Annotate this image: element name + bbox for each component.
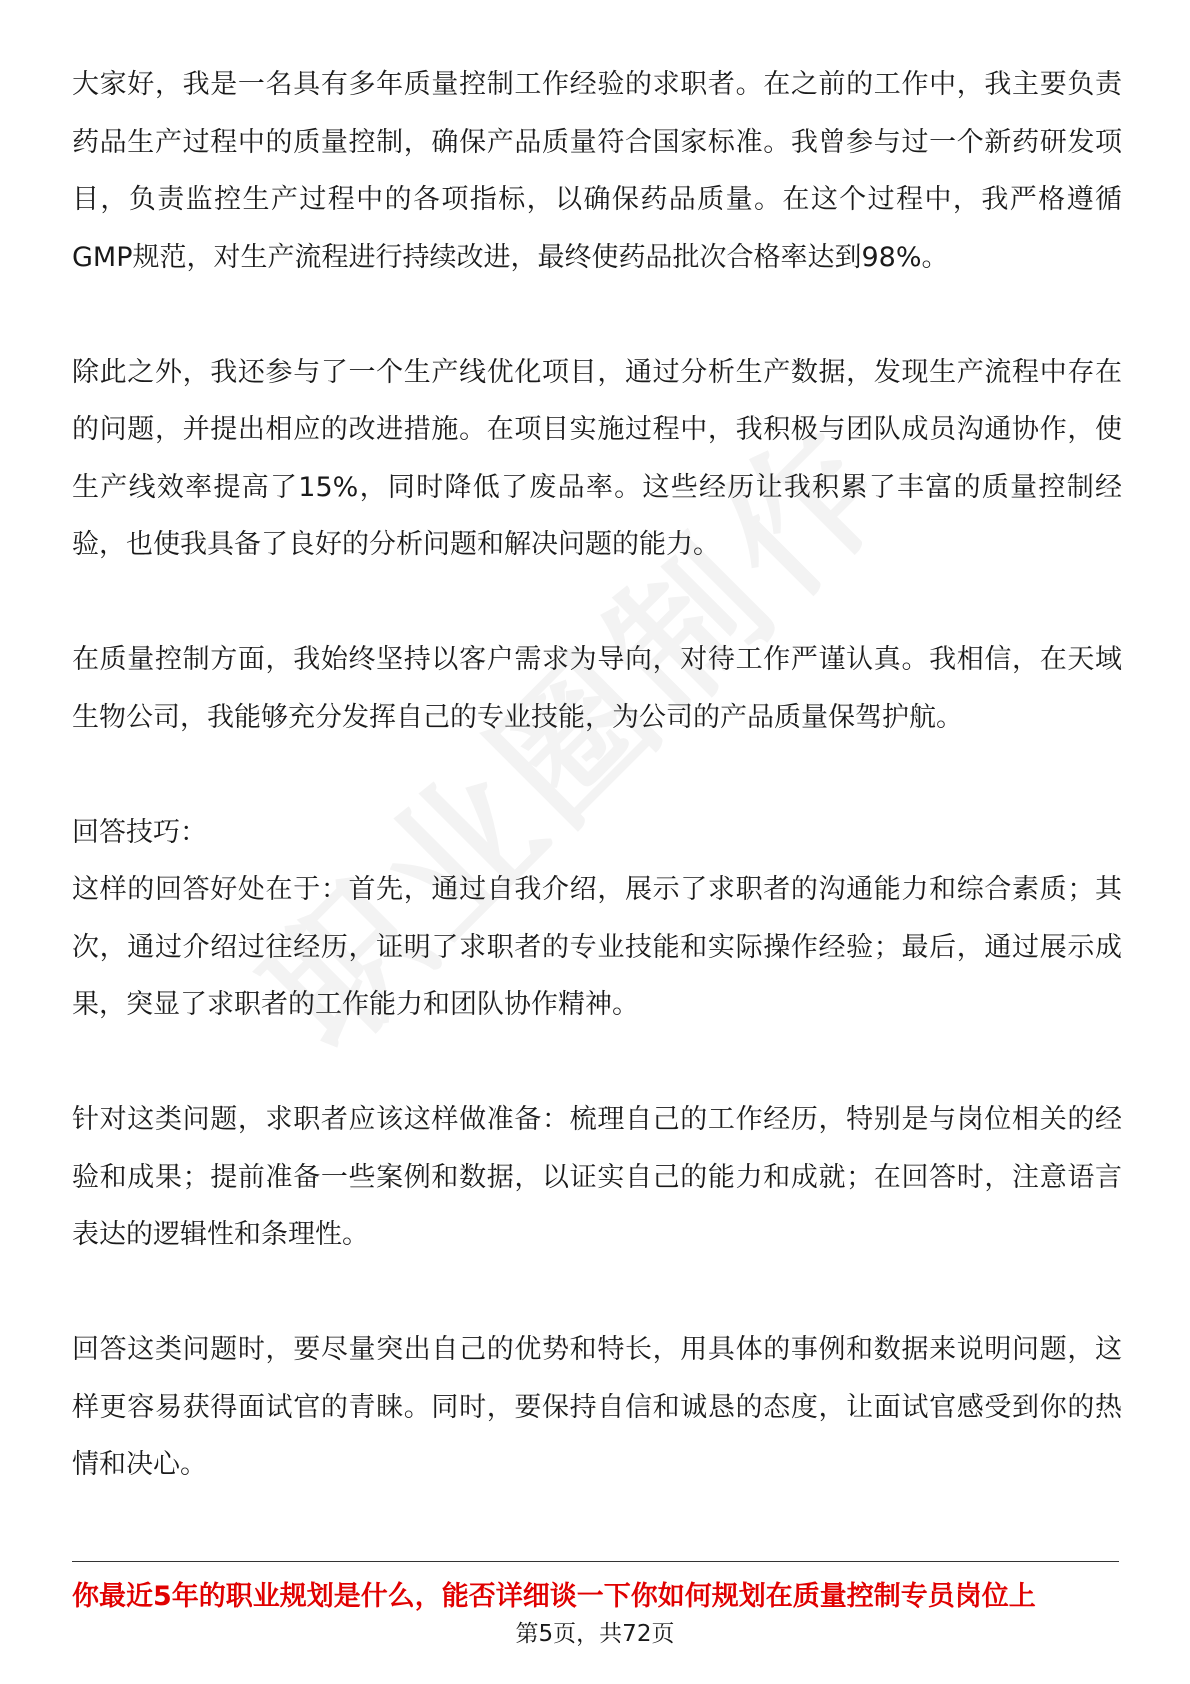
paragraph-intro: 大家好，我是一名具有多年质量控制工作经验的求职者。在之前的工作中，我主要负责药品生产过程中的质量控制，确保产品质量符合国家标准。我曾参与过一个新药研发项目，负责监控生产过程中的各项指标，以确保药品质量。在这个过程中，我严格遵循GMP规范，对生产流程进行持续改进，最终使药品批次合格率达到98%。 — [72, 69, 1122, 273]
section-divider — [72, 1561, 1119, 1562]
paragraph-quality: 在质量控制方面，我始终坚持以客户需求为导向，对待工作严谨认真。我相信，在天域生物公司，我能够充分发挥自己的专业技能，为公司的产品质量保驾护航。 — [72, 644, 1122, 733]
main-content — [72, 56, 1122, 1494]
next-question-heading: 你最近5年的职业规划是什么，能否详细谈一下你如何规划在质量控制专员岗位上 — [72, 1581, 1036, 1612]
paragraph-tips-answer: 回答这类问题时，要尽量突出自己的优势和特长，用具体的事例和数据来说明问题，这样更容易获得面试官的青睐。同时，要保持自信和诚恳的态度，让面试官感受到你的热情和决心。 — [72, 1334, 1122, 1480]
paragraph-tips-benefits: 这样的回答好处在于：首先，通过自我介绍，展示了求职者的沟通能力和综合素质；其次，通过介绍过往经历，证明了求职者的专业技能和实际操作经验；最后，通过展示成果，突显了求职者的工作能力和团队协作精神。 — [72, 874, 1122, 1020]
page-number: 第5页，共72页 — [515, 1621, 675, 1647]
paragraph-project: 除此之外，我还参与了一个生产线优化项目，通过分析生产数据，发现生产流程中存在的问题，并提出相应的改进措施。在项目实施过程中，我积极与团队成员沟通协作，使生产线效率提高了15%，同时降低了废品率。这些经历让我积累了丰富的质量控制经验，也使我具备了良好的分析问题和解决问题的能力。 — [72, 356, 1122, 560]
paragraph-tips-preparation: 针对这类问题，求职者应该这样做准备：梳理自己的工作经历，特别是与岗位相关的经验和成果；提前准备一些案例和数据，以证实自己的能力和成就；在回答时，注意语言表达的逻辑性和条理性。 — [72, 1104, 1122, 1250]
section-heading-tips: 回答技巧： — [72, 816, 207, 848]
